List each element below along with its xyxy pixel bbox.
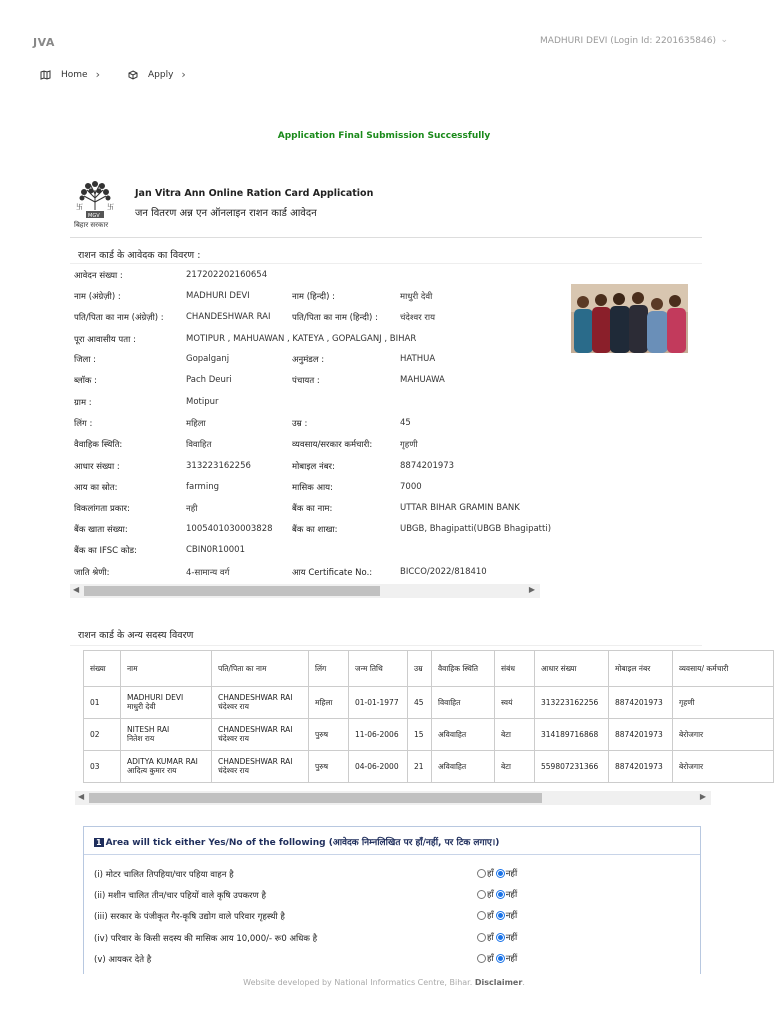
- svg-text:卐: 卐: [76, 203, 83, 211]
- detail-value: BICCO/2022/818410: [400, 567, 487, 577]
- yes-no-options: [477, 889, 519, 900]
- applicant-section-title: राशन कार्ड के आवेदक का विवरण :: [78, 250, 201, 261]
- column-header: आधार संख्या: [535, 651, 609, 687]
- detail-value: MADHURI DEVI: [186, 291, 250, 301]
- brand-logo[interactable]: JVA: [33, 36, 55, 49]
- table-cell: 559807231366: [535, 751, 609, 783]
- detail-row: [70, 439, 540, 459]
- table-cell: विवाहित: [432, 687, 495, 719]
- scrollbar-thumb[interactable]: [89, 793, 542, 803]
- father-hindi: चंदेश्वर राय: [218, 766, 249, 775]
- table-cell: बेरोजगार: [673, 719, 774, 751]
- question-row: [94, 931, 694, 949]
- tree-emblem-icon: [72, 176, 118, 230]
- detail-value: CBIN0R10001: [186, 545, 245, 555]
- question-text: (iii) सरकार के पंजीकृत गैर-कृषि उद्योग वाले परिवार गृहस्थी है: [94, 912, 285, 922]
- name-english: NITESH RAI: [127, 725, 170, 734]
- members-table-header: [84, 651, 774, 687]
- no-radio[interactable]: [496, 869, 505, 878]
- table-cell: [121, 719, 212, 751]
- detail-value: चंदेश्वर राय: [400, 313, 436, 323]
- name-hindi: माधुरी देवी: [127, 702, 156, 711]
- yes-no-options: [477, 932, 519, 943]
- detail-value: MOTIPUR , MAHUAWAN , KATEYA , GOPALGANJ , BIHAR: [186, 334, 417, 344]
- column-header: वैवाहिक स्थिति: [432, 651, 495, 687]
- user-name: MADHURI DEVI (Login Id: 2201635846): [540, 36, 716, 46]
- yes-label: हाँ: [487, 890, 494, 900]
- table-cell: 8874201973: [609, 751, 673, 783]
- scroll-left-icon[interactable]: ◀: [78, 792, 85, 801]
- yes-no-options: [477, 868, 519, 879]
- detail-label: जाति श्रेणी:: [74, 568, 110, 578]
- table-cell: 03: [84, 751, 121, 783]
- detail-label: आवेदन संख्या :: [74, 271, 123, 281]
- table-cell: [212, 719, 309, 751]
- detail-value: 313223162256: [186, 461, 251, 471]
- breadcrumb-home-label: Home: [61, 69, 88, 80]
- user-menu[interactable]: [540, 36, 716, 46]
- yes-label: हाँ: [487, 933, 494, 943]
- scrollbar-thumb[interactable]: [84, 586, 380, 596]
- detail-value: Gopalganj: [186, 354, 230, 364]
- detail-value: गृहणी: [400, 440, 418, 450]
- no-radio[interactable]: [496, 954, 505, 963]
- detail-label: अनुमंडल :: [292, 355, 325, 365]
- detail-value: माधुरी देवी: [400, 292, 433, 302]
- detail-label: पति/पिता का नाम (हिन्दी) :: [292, 313, 378, 323]
- table-cell: अविवाहित: [432, 719, 495, 751]
- table-cell: [212, 751, 309, 783]
- detail-label: आधार संख्या :: [74, 462, 120, 472]
- application-title-english: Jan Vitra Ann Online Ration Card Application: [135, 188, 374, 199]
- no-label: नहीं: [505, 911, 518, 921]
- table-cell: गृहणी: [673, 687, 774, 719]
- column-header: लिंग: [309, 651, 349, 687]
- detail-label: जिला :: [74, 355, 97, 365]
- detail-label: मासिक आय:: [292, 483, 333, 493]
- no-radio[interactable]: [496, 890, 505, 899]
- question-text: (v) आयकर देते है: [94, 955, 152, 965]
- detail-row: [70, 312, 540, 332]
- members-section-title: राशन कार्ड के अन्य सदस्य विवरण: [78, 630, 194, 641]
- table-cell: अविवाहित: [432, 751, 495, 783]
- questions-heading-text: Area will tick either Yes/No of the following (आवेदक निम्नलिखित पर हाँ/नहीं, पर टिक लगाए।): [105, 838, 500, 848]
- table-cell: बेरोजगार: [673, 751, 774, 783]
- detail-row: [70, 397, 540, 417]
- question-row: [94, 888, 694, 906]
- detail-label: विकलांगता प्रकार:: [74, 504, 130, 514]
- applicant-photo: [571, 284, 688, 353]
- father-english: CHANDESHWAR RAI: [218, 725, 293, 734]
- applicant-details[interactable]: [70, 264, 552, 582]
- detail-row: [70, 291, 540, 311]
- chevron-right-icon: ›: [181, 68, 186, 81]
- detail-label: बैंक का IFSC कोड:: [74, 546, 137, 556]
- detail-value: 4-सामान्य वर्ग: [186, 568, 230, 578]
- name-hindi: नितेश राय: [127, 734, 155, 743]
- table-cell: 45: [408, 687, 432, 719]
- detail-label: आय का स्रोत:: [74, 483, 118, 493]
- members-table-wrapper[interactable]: [83, 650, 729, 782]
- svg-text:बिहार सरकार: बिहार सरकार: [74, 221, 109, 229]
- father-hindi: चंदेश्वर राय: [218, 702, 249, 711]
- question-row: [94, 909, 694, 927]
- declaration-questions: [83, 826, 701, 974]
- table-cell: 02: [84, 719, 121, 751]
- column-header: जन्म तिथि: [349, 651, 408, 687]
- top-bar: [0, 0, 768, 90]
- yes-no-options: [477, 910, 519, 921]
- table-cell: स्वयं: [495, 687, 535, 719]
- divider: [70, 645, 702, 646]
- table-cell: [121, 751, 212, 783]
- footer: Website developed by National Informatics Centre, Bihar. Disclaimer.: [243, 978, 525, 987]
- table-cell: [121, 687, 212, 719]
- detail-label: उम्र :: [292, 419, 308, 429]
- detail-value: 217202202160654: [186, 270, 268, 280]
- table-row: [84, 687, 774, 719]
- question-row: [94, 952, 694, 970]
- column-header: मोबाइल नंबर: [609, 651, 673, 687]
- yes-radio[interactable]: [477, 933, 486, 942]
- detail-value: UBGB, Bhagipatti(UBGB Bhagipatti): [400, 524, 552, 534]
- no-label: नहीं: [505, 869, 518, 879]
- detail-value: UTTAR BIHAR GRAMIN BANK: [400, 503, 520, 513]
- table-cell: [212, 687, 309, 719]
- detail-value: CHANDESHWAR RAI: [186, 312, 271, 322]
- members-horizontal-scrollbar[interactable]: [75, 791, 711, 805]
- detail-label: ब्लॉक :: [74, 376, 98, 386]
- column-header: संबंध: [495, 651, 535, 687]
- yes-radio[interactable]: [477, 890, 486, 899]
- scroll-left-icon[interactable]: ◀: [73, 585, 80, 594]
- yes-radio[interactable]: [477, 911, 486, 920]
- column-header: संख्या: [84, 651, 121, 687]
- detail-label: बैंक का नाम:: [292, 504, 333, 514]
- table-cell: 8874201973: [609, 719, 673, 751]
- detail-row: [70, 524, 552, 544]
- no-label: नहीं: [505, 954, 518, 964]
- detail-value: farming: [186, 482, 219, 492]
- no-label: नहीं: [505, 933, 518, 943]
- no-radio[interactable]: [496, 933, 505, 942]
- table-cell: बेटा: [495, 719, 535, 751]
- question-number-badge: 1: [96, 838, 102, 847]
- svg-text:MGV: MGV: [88, 213, 100, 219]
- success-message: Application Final Submission Successfully: [277, 131, 491, 141]
- members-table: [83, 650, 774, 783]
- detail-value: नही: [186, 504, 198, 514]
- column-header: व्यवसाय/ कर्मचारी: [673, 651, 774, 687]
- chevron-down-icon[interactable]: ⌄: [720, 35, 728, 45]
- detail-row: [70, 418, 540, 438]
- table-cell: 313223162256: [535, 687, 609, 719]
- detail-value: विवाहित: [186, 440, 212, 450]
- father-hindi: चंदेश्वर राय: [218, 734, 249, 743]
- detail-label: नाम (हिन्दी) :: [292, 292, 335, 302]
- no-radio[interactable]: [496, 911, 505, 920]
- application-title-hindi: जन वितरण अन्न एन ऑनलाइन राशन कार्ड आवेदन: [135, 208, 317, 219]
- cube-icon: [128, 70, 138, 80]
- yes-radio[interactable]: [477, 869, 486, 878]
- detail-label: पंचायत :: [292, 376, 320, 386]
- detail-label: बैंक का शाखा:: [292, 525, 338, 535]
- yes-label: हाँ: [487, 954, 494, 964]
- column-header: पति/पिता का नाम: [212, 651, 309, 687]
- breadcrumb-home[interactable]: [40, 68, 100, 81]
- detail-value: 8874201973: [400, 461, 455, 471]
- detail-row: [70, 375, 540, 395]
- details-horizontal-scrollbar[interactable]: [70, 584, 540, 598]
- breadcrumb-apply[interactable]: [128, 68, 186, 81]
- map-icon: [40, 70, 51, 80]
- table-row: [84, 719, 774, 751]
- question-text: (iv) परिवार के किसी सदस्य की मासिक आय 10,000/- रू0 अधिक है: [94, 934, 318, 944]
- name-hindi: आदित्य कुमार राय: [127, 766, 177, 775]
- name-english: MADHURI DEVI: [127, 693, 184, 702]
- name-english: ADITYA KUMAR RAI: [127, 757, 198, 766]
- table-cell: 01: [84, 687, 121, 719]
- question-row: [94, 867, 694, 885]
- table-cell: 11-06-2006: [349, 719, 408, 751]
- table-cell: 314189716868: [535, 719, 609, 751]
- yes-radio[interactable]: [477, 954, 486, 963]
- disclaimer-link[interactable]: Disclaimer: [474, 978, 523, 987]
- column-header: नाम: [121, 651, 212, 687]
- detail-label: नाम (अंग्रेज़ी) :: [74, 292, 121, 302]
- detail-row: [70, 334, 540, 354]
- detail-label: आय Certificate No.:: [292, 568, 373, 578]
- detail-label: वैवाहिक स्थिति:: [74, 440, 123, 450]
- yes-label: हाँ: [487, 869, 494, 879]
- detail-value: महिला: [186, 419, 206, 429]
- table-cell: 01-01-1977: [349, 687, 408, 719]
- footer-text: Website developed by National Informatics Centre, Bihar.: [243, 978, 473, 987]
- no-label: नहीं: [505, 890, 518, 900]
- table-cell: 15: [408, 719, 432, 751]
- yes-label: हाँ: [487, 911, 494, 921]
- table-cell: 8874201973: [609, 687, 673, 719]
- questions-heading: [84, 827, 700, 855]
- father-english: CHANDESHWAR RAI: [218, 693, 293, 702]
- detail-label: ग्राम :: [74, 398, 92, 408]
- detail-row: [70, 461, 540, 481]
- scroll-right-icon[interactable]: ▶: [528, 585, 535, 594]
- table-cell: बेटा: [495, 751, 535, 783]
- detail-value: HATHUA: [400, 354, 436, 364]
- detail-row: [70, 270, 540, 290]
- bihar-emblem-logo: [72, 176, 118, 230]
- detail-label: लिंग :: [74, 419, 93, 429]
- detail-row: [70, 354, 540, 374]
- detail-label: मोबाइल नंबर:: [292, 462, 335, 472]
- scroll-right-icon[interactable]: ▶: [699, 792, 706, 801]
- detail-label: पूरा आवासीय पता :: [74, 335, 136, 345]
- breadcrumb: [40, 68, 214, 81]
- detail-value: 1005401030003828: [186, 524, 273, 534]
- detail-label: पति/पिता का नाम (अंग्रेज़ी) :: [74, 313, 164, 323]
- column-header: उम्र: [408, 651, 432, 687]
- question-text: (i) मोटर चालित तिपहिया/चार पहिया वाहन है: [94, 870, 234, 880]
- table-cell: पुरुष: [309, 751, 349, 783]
- breadcrumb-apply-label: Apply: [147, 69, 174, 80]
- table-row: [84, 751, 774, 783]
- table-cell: महिला: [309, 687, 349, 719]
- table-cell: 04-06-2000: [349, 751, 408, 783]
- detail-label: व्यवसाय/सरकार कर्मचारी:: [292, 440, 373, 450]
- svg-text:卐: 卐: [107, 203, 114, 211]
- table-cell: पुरुष: [309, 719, 349, 751]
- application-header: [70, 174, 702, 238]
- detail-value: Pach Deuri: [186, 375, 232, 385]
- detail-value: Motipur: [186, 397, 219, 407]
- yes-no-options: [477, 953, 519, 964]
- detail-row: [70, 482, 540, 502]
- detail-label: बैंक खाता संख्या:: [74, 525, 128, 535]
- table-cell: 21: [408, 751, 432, 783]
- question-text: (ii) मशीन चालित तीन/चार पहियों वाले कृषि उपकरण है: [94, 891, 267, 901]
- detail-value: 7000: [400, 482, 422, 492]
- detail-value: 45: [400, 418, 411, 428]
- father-english: CHANDESHWAR RAI: [218, 757, 293, 766]
- detail-row: [70, 545, 540, 565]
- chevron-right-icon: ›: [95, 68, 100, 81]
- detail-row: [70, 503, 540, 523]
- detail-value: MAHUAWA: [400, 375, 445, 385]
